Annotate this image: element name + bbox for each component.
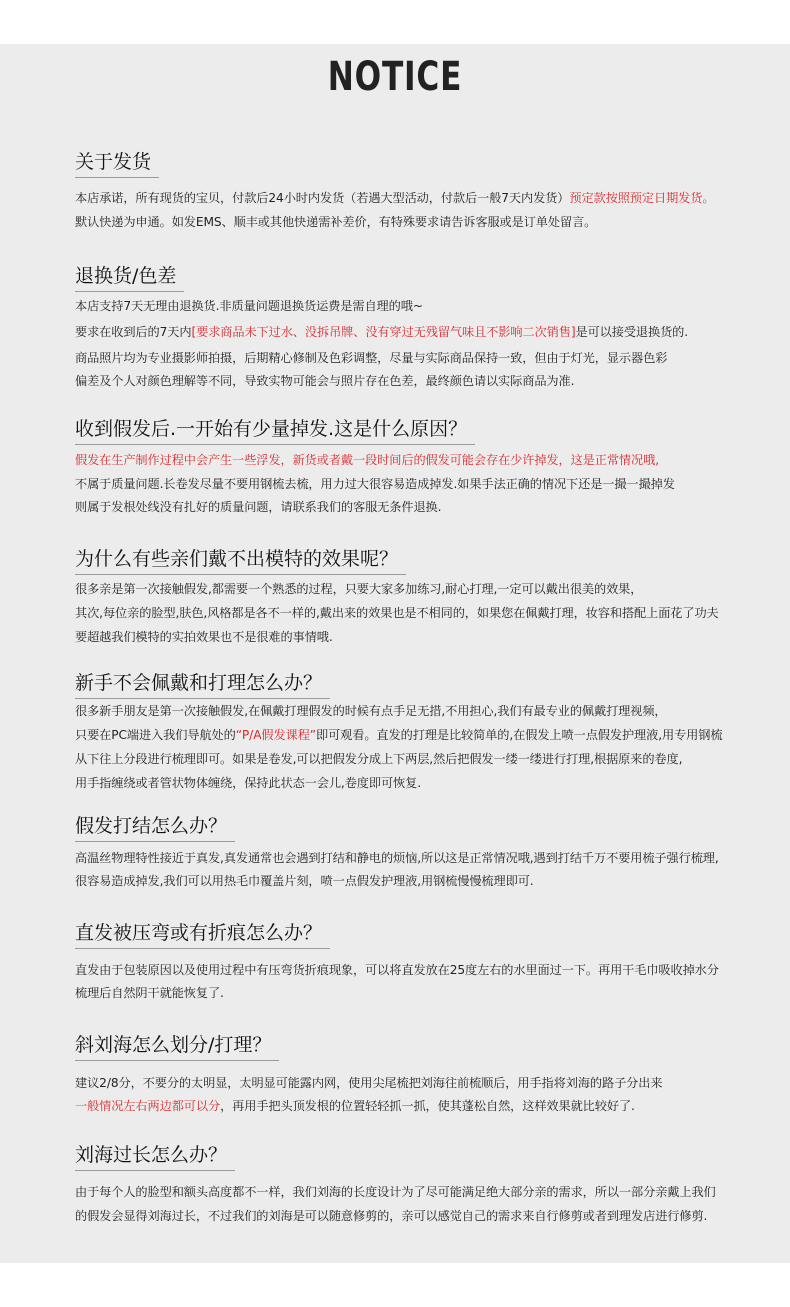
section-line xyxy=(75,872,534,889)
section-line xyxy=(75,580,642,597)
section-line xyxy=(75,984,224,1001)
section-heading: 为什么有些亲们戴不出模特的效果呢？ xyxy=(75,544,406,575)
text-span: 其次,每位亲的脸型,肤色,风格都是各不一样的,戴出来的效果也是不相同的，如果您在佩戴打理，妆容和搭配上面花了功夫 xyxy=(75,606,719,620)
text-span: 本店承诺，所有现货的宝贝，付款后24小时内发货（若遇大型活动，付款后一般7天内发货） xyxy=(75,191,570,205)
text-span: 默认快递为申通。如发EMS、顺丰或其他快递需补差价，有特殊要求请告诉客服或是订单处留言。 xyxy=(75,215,597,229)
text-span: 即可观看。直发的打理是比较简单的,在假发上喷一点假发护理液,用专用钢梳 xyxy=(316,728,723,742)
section-line xyxy=(75,1074,662,1091)
section-line xyxy=(75,604,719,621)
section-line xyxy=(75,475,675,492)
course-link[interactable]: “P/A假发课程” xyxy=(235,728,316,742)
section-line xyxy=(75,774,421,791)
section-line xyxy=(75,189,714,206)
section-line xyxy=(75,323,688,340)
section-line xyxy=(75,750,682,767)
text-span: 商品照片均为专业摄影师拍摄，后期精心修制及色彩调整，尽量与实际商品保持一致，但由于灯光，显示器色彩 xyxy=(75,351,668,365)
notice-title: NOTICE xyxy=(327,54,463,100)
section-heading: 假发打结怎么办？ xyxy=(75,811,235,842)
section-line xyxy=(75,1097,635,1114)
section-line xyxy=(75,849,719,866)
text-span: 高温丝物理特性接近于真发,真发通常也会遇到打结和静电的烦恼,所以这是正常情况哦,遇到打结千万不要用梳子强行梳理, xyxy=(75,851,719,865)
section-heading: 关于发货 xyxy=(75,147,159,178)
section-line xyxy=(75,349,667,366)
highlight-text: [要求商品未下过水、没拆吊牌、没有穿过无残留气味且不影响二次销售] xyxy=(191,325,576,339)
text-span: 建议2/8分，不要分的太明显，太明显可能露内网，使用尖尾梳把刘海往前梳顺后，用手指将刘海的路子分出来 xyxy=(75,1076,663,1090)
section-line xyxy=(75,726,722,743)
section-line xyxy=(75,961,719,978)
section-line xyxy=(75,1183,716,1200)
text-span: 偏差及个人对颜色理解等不同，导致实物可能会与照片存在色差，最终颜色请以实际商品为准. xyxy=(75,374,575,388)
text-span: 本店支持7天无理由退换货.非质量问题退换货运费是需自理的哦~ xyxy=(75,299,423,313)
highlight-text: 一般情况左右两边都可以分 xyxy=(75,1099,221,1113)
highlight-text: 假发在生产制作过程中会产生一些浮发，新货或者戴一段时间后的假发可能会存在少许掉发，这是正常情况哦, xyxy=(75,453,659,467)
section-heading: 新手不会佩戴和打理怎么办？ xyxy=(75,668,330,699)
text-span: 从下往上分段进行梳理即可。如果是卷发,可以把假发分成上下两层,然后把假发一缕一缕进行打理,根据原来的卷度, xyxy=(75,752,683,766)
section-heading: 刘海过长怎么办？ xyxy=(75,1140,235,1171)
text-span: 要超越我们模特的实拍效果也不是很难的事情哦. xyxy=(75,630,333,644)
text-span: 直发由于包装原因以及使用过程中有压弯货折痕现象，可以将直发放在25度左右的水里面过一下。再用干毛巾吸收掉水分 xyxy=(75,963,719,977)
text-span: 是可以接受退换货的. xyxy=(575,325,689,339)
section-heading: 收到假发后.一开始有少量掉发.这是什么原因？ xyxy=(75,414,475,445)
section-heading: 斜刘海怎么划分/打理？ xyxy=(75,1030,279,1061)
section-line xyxy=(75,451,659,468)
text-span: 的假发会显得刘海过长，不过我们的刘海是可以随意修剪的，亲可以感觉自己的需求来自行修剪或者到理发店进行修剪. xyxy=(75,1209,708,1223)
section-line xyxy=(75,213,596,230)
highlight-text: 预定款按照预定日期发货。 xyxy=(569,191,715,205)
text-span: ，再用手把头顶发根的位置轻轻抓一抓，使其蓬松自然，这样效果就比较好了. xyxy=(220,1099,635,1113)
text-span: 只要在PC端进入我们导航处的 xyxy=(75,728,236,742)
text-span: 不属于质量问题.长卷发尽量不要用钢梳去梳，用力过大很容易造成掉发.如果手法正确的情况下还是一撮一撮掉发 xyxy=(75,477,675,491)
text-span: 用手指缠绕或者管状物体缠绕，保持此状态一会儿,卷度即可恢复. xyxy=(75,776,421,790)
section-line xyxy=(75,702,667,719)
text-span: 则属于发根处线没有扎好的质量问题，请联系我们的客服无条件退换. xyxy=(75,500,442,514)
text-span: 要求在收到后的7天内 xyxy=(75,325,192,339)
text-span: 很容易造成掉发,我们可以用热毛巾覆盖片刻，喷一点假发护理液,用钢梳慢慢梳理即可. xyxy=(75,874,534,888)
text-span: 很多亲是第一次接触假发,都需要一个熟悉的过程，只要大家多加练习,耐心打理,一定可以戴出很美的效果， xyxy=(75,582,643,596)
section-heading: 直发被压弯或有折痕怎么办？ xyxy=(75,918,330,949)
section-line xyxy=(75,297,423,314)
text-span: 梳理后自然阴干就能恢复了. xyxy=(75,986,224,1000)
section-line xyxy=(75,498,441,515)
section-line xyxy=(75,628,333,645)
section-line xyxy=(75,372,574,389)
text-span: 很多新手朋友是第一次接触假发,在佩戴打理假发的时候有点手足无措,不用担心,我们有最专业的佩戴打理视频， xyxy=(75,704,667,718)
section-heading: 退换货/色差 xyxy=(75,261,184,292)
section-line xyxy=(75,1207,707,1224)
text-span: 由于每个人的脸型和额头高度都不一样，我们刘海的长度设计为了尽可能满足绝大部分亲的需求，所以一部分亲戴上我们 xyxy=(75,1185,716,1199)
